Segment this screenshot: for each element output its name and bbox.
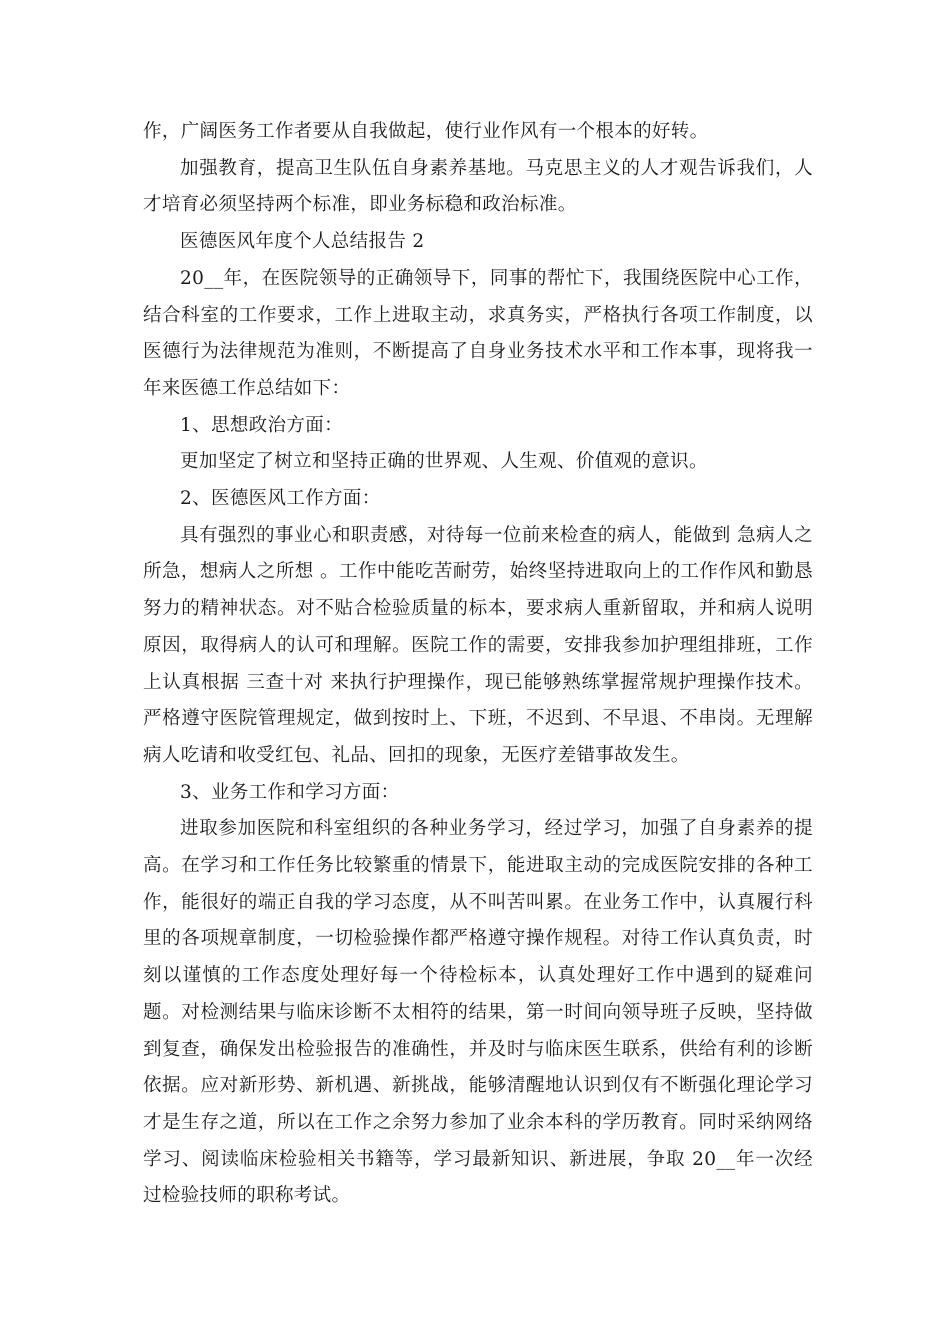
section-heading-ethics: 2、医德医风工作方面： [180, 488, 381, 510]
report-heading: 医德医风年度个人总结报告 2 [180, 231, 425, 253]
paragraph-study: 进取参加医院和科室组织的各种业务学习，经过学习，加强了自身素养的提高。在学习和工作任务比较繁重的情景下，能进取主动的完成医院安排的各种工作，能很好的端正自我的学习态度，从不叫苦叫累。在业务工作中，认真履行科里的各项规章制度，一切检验操作都严格遵守操作规程。对待工作认真负责，时刻以谨慎的工作态度处理好每一个待检标本，认真处理好工作中遇到的疑难问题。对检测结果与临床诊断不太相符的结果，第一时间向领导班子反映，坚持做到复查，确保发出检验报告的准确性，并及时与临床医生联系，供给有利的诊断依据。应对新形势、新机遇、新挑战，能够清醒地认识到仅有不断强化理论学习才是生存之道，所以在工作之余努力参加了业余本科的学历教育。同时采纳网络学习、阅读临床检验相关书籍等，学习最新知识、新进展，争取 20__年一次经过检验技师的职称考试。 [143, 818, 813, 1207]
paragraph-politics: 更加坚定了树立和坚持正确的世界观、人生观、价值观的意识。 [180, 451, 708, 473]
paragraph-intro: 20__年，在医院领导的正确领导下，同事的帮忙下，我围绕医院中心工作，结合科室的工作要求，工作上进取主动，求真务实，严格执行各项工作制度，以医德行为法律规范为准则，不断提高了自身业务技术水平和工作本事，现将我一年来医德工作总结如下： [143, 267, 813, 399]
paragraph-education: 加强教育，提高卫生队伍自身素养基地。马克思主义的人才观告诉我们，人才培育必须坚持两个标准，即业务标稳和政治标准。 [143, 157, 813, 216]
section-heading-study: 3、业务工作和学习方面： [180, 781, 400, 803]
paragraph-continuation: 作，广阔医务工作者要从自我做起，使行业作风有一个根本的好转。 [143, 121, 709, 142]
section-heading-politics: 1、思想政治方面： [180, 414, 343, 436]
document-body [143, 114, 813, 1215]
paragraph-ethics: 具有强烈的事业心和职责感，对待每一位前来检查的病人，能做到 急病人之所急，想病人之所想 。工作中能吃苦耐劳，始终坚持进取向上的工作作风和勤恳努力的精神状态。对不贴合检验质量的标本，要求病人重新留取，并和病人说明原因，取得病人的认可和理解。医院工作的需要，安排我参加护理组排班，工作上认真根据 三查十对 来执行护理操作，现已能够熟练掌握常规护理操作技术。严格遵守医院管理规定，做到按时上、下班，不迟到、不早退、不串岗。无理解病人吃请和收受红包、礼品、回扣的现象，无医疗差错事故发生。 [143, 524, 813, 766]
